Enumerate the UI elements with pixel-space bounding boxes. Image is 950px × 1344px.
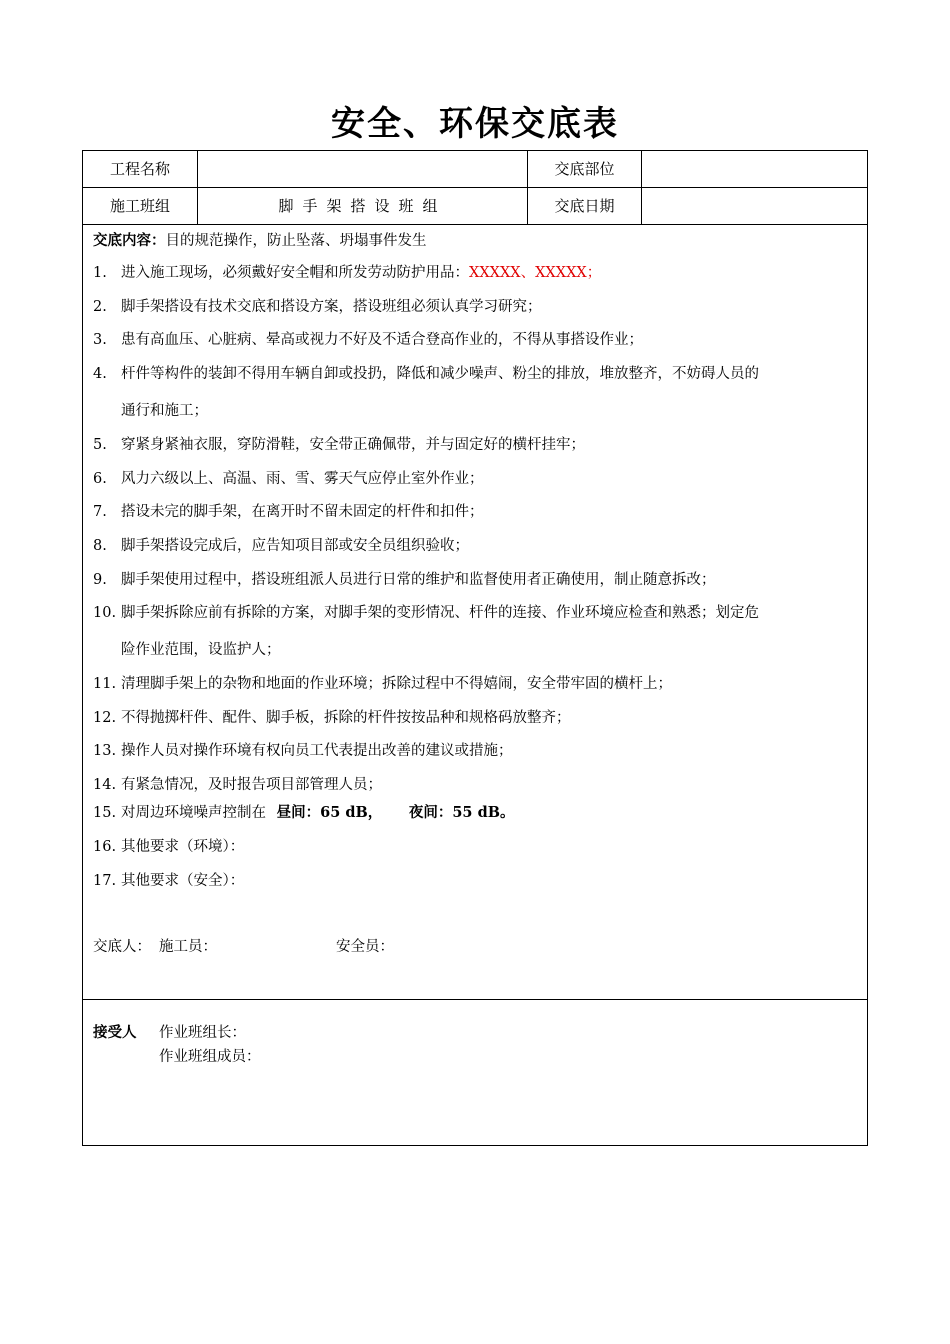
- item-number: 13.: [93, 743, 117, 760]
- team-members-label: 作业班组成员：: [159, 1049, 261, 1065]
- list-item: [93, 739, 513, 760]
- part-value: [642, 151, 869, 187]
- list-item: [93, 433, 585, 454]
- item-number: 8.: [93, 537, 107, 554]
- item-text: 有紧急情况，及时报告项目部管理人员；: [121, 777, 382, 794]
- item-continuation: 险作业范围，设监护人；: [121, 642, 281, 659]
- content-heading-label: 交底内容：: [93, 232, 166, 249]
- team-value: 脚手架搭设班组: [278, 196, 447, 215]
- list-item: [93, 706, 571, 727]
- noise-night: 夜间：55 dB。: [408, 804, 515, 821]
- content-heading: [93, 229, 427, 250]
- list-item: [93, 568, 716, 589]
- item-number: 3.: [93, 332, 107, 349]
- item-text: 其他要求（环境）：: [121, 839, 245, 855]
- receiver-label: 接受人: [93, 1024, 137, 1041]
- discloser-label: 交底人：: [93, 939, 151, 955]
- item-text: 脚手架使用过程中，搭设班组派人员进行日常的维护和监督使用者正确使用，制止随意拆改；: [121, 571, 716, 588]
- list-item-other-env: [93, 835, 244, 856]
- item-number: 15.: [93, 805, 117, 821]
- item-number: 12.: [93, 709, 117, 726]
- item-number: 5.: [93, 436, 107, 453]
- noise-prefix: 对周边环境噪声控制在: [121, 805, 266, 821]
- list-item: [93, 500, 484, 521]
- item-text: 进入施工现场，必须戴好安全帽和所发劳动防护用品：: [121, 265, 469, 281]
- date-label: 交底日期: [554, 196, 615, 215]
- team-leader-label: 作业班组长：: [159, 1025, 246, 1041]
- item-number: 4.: [93, 366, 107, 383]
- item-text: 清理脚手架上的杂物和地面的作业环境；拆除过程中不得嬉闹，安全带牢固的横杆上；: [121, 676, 672, 692]
- item-number: 2.: [93, 298, 107, 315]
- list-item: [93, 362, 759, 383]
- list-item: [93, 261, 601, 282]
- item-number: 16.: [93, 839, 117, 855]
- list-item: [93, 328, 643, 349]
- item-number: 6.: [93, 470, 107, 487]
- item-number: 14.: [93, 777, 117, 794]
- item-text: 风力六级以上、高温、雨、雪、雾天气应停止室外作业；: [121, 470, 484, 487]
- row-divider: [83, 999, 867, 1000]
- part-label: 交底部位: [554, 159, 615, 178]
- date-value: [642, 188, 869, 224]
- item-text: 不得抛掷杆件、配件、脚手板，拆除的杆件按按品种和规格码放整齐；: [121, 709, 571, 726]
- item-text: 操作人员对操作环境有权向员工代表提出改善的建议或措施；: [121, 743, 513, 760]
- page-title: 安全、环保交底表: [331, 104, 619, 144]
- item-text: 穿紧身紧袖衣服，穿防滑鞋，安全带正确佩带，并与固定好的横杆挂牢；: [121, 436, 585, 453]
- list-item-noise: [93, 801, 514, 822]
- item-number: 7.: [93, 504, 107, 521]
- item-number: 17.: [93, 873, 117, 889]
- noise-day: 昼间：65 dB，: [276, 804, 383, 821]
- item-continuation: 通行和施工；: [121, 403, 208, 420]
- item-highlight: XXXXX、XXXXX；: [469, 265, 602, 281]
- item-text: 搭设未完的脚手架，在离开时不留未固定的杆件和扣件；: [121, 504, 484, 521]
- list-item-other-safety: [93, 869, 244, 890]
- list-item: [93, 295, 542, 316]
- content-heading-text: 目的规范操作，防止坠落、坍塌事件发生: [165, 233, 427, 249]
- safety-officer-label: 安全员：: [336, 939, 394, 955]
- item-text: 其他要求（安全）：: [121, 873, 245, 889]
- list-item: [93, 534, 469, 555]
- list-item: [93, 773, 382, 794]
- team-label: 施工班组: [109, 196, 170, 215]
- builder-label: 施工员：: [159, 939, 217, 955]
- item-number: 9.: [93, 571, 107, 588]
- list-item: [93, 467, 484, 488]
- item-text: 脚手架拆除应前有拆除的方案，对脚手架的变形情况、杆件的连接、作业环境应检查和熟悉；划定危: [121, 605, 759, 622]
- item-number: 11.: [93, 676, 117, 692]
- item-text: 患有高血压、心脏病、晕高或视力不好及不适合登高作业的，不得从事搭设作业；: [121, 332, 643, 349]
- project-name-label: 工程名称: [109, 159, 170, 178]
- list-item: [93, 672, 672, 693]
- item-number: 10.: [93, 605, 117, 622]
- item-text: 脚手架搭设有技术交底和搭设方案，搭设班组必须认真学习研究；: [121, 298, 542, 315]
- project-name-value: [198, 151, 527, 187]
- item-text: 脚手架搭设完成后，应告知项目部或安全员组织验收；: [121, 537, 469, 554]
- row-divider: [83, 224, 867, 225]
- item-text: 杆件等构件的装卸不得用车辆自卸或投扔，降低和减少噪声、粉尘的排放，堆放整齐，不妨碍人员的: [121, 366, 759, 383]
- disclosure-form: [82, 150, 868, 1146]
- list-item: [93, 601, 759, 622]
- item-number: 1.: [93, 265, 107, 281]
